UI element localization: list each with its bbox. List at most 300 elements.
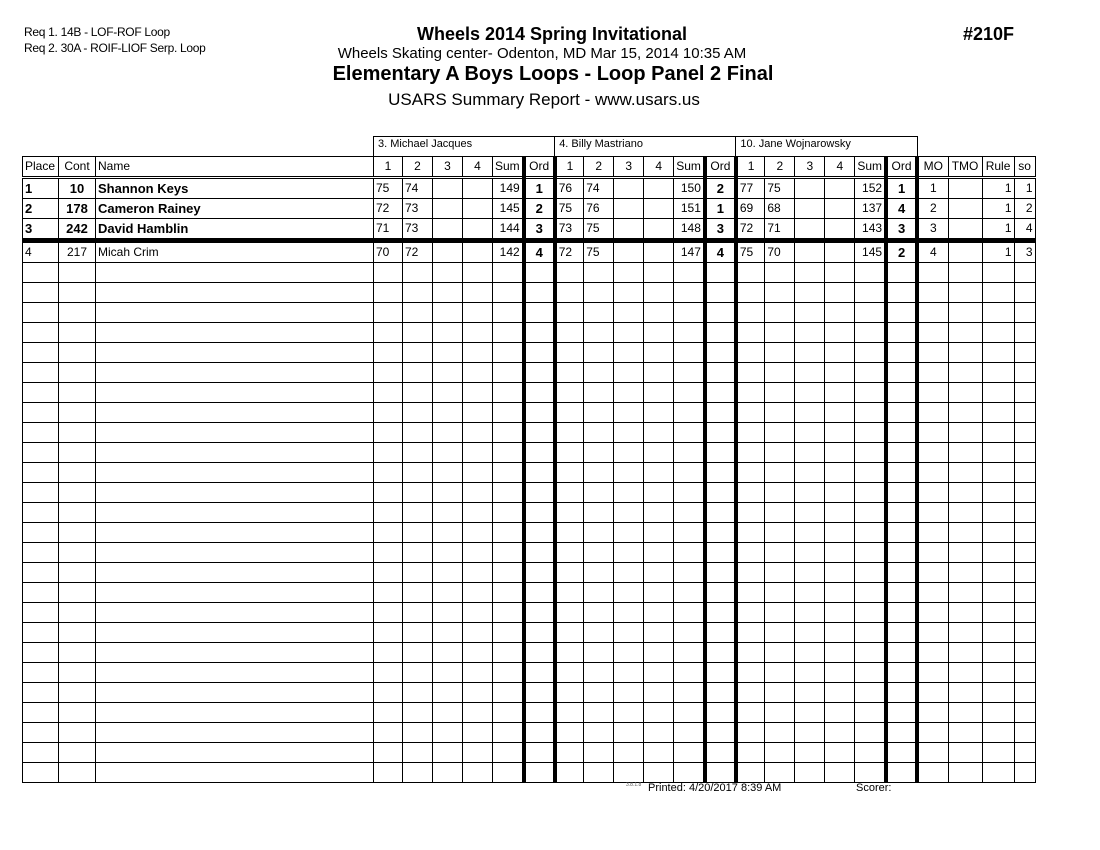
empty-cell — [614, 523, 644, 543]
empty-cell — [736, 563, 765, 583]
empty-cell — [982, 543, 1014, 563]
empty-cell — [855, 283, 886, 303]
sum-cell: 145 — [493, 199, 524, 219]
score-cell: 70 — [374, 241, 403, 263]
empty-cell — [463, 423, 493, 443]
empty-cell — [584, 343, 614, 363]
empty-cell — [614, 363, 644, 383]
empty-cell — [1014, 603, 1035, 623]
empty-cell — [403, 623, 433, 643]
empty-cell — [886, 283, 917, 303]
empty-cell — [584, 263, 614, 283]
empty-row — [23, 523, 1036, 543]
score-cell: 75 — [765, 178, 795, 199]
col-judge3-j4: 4 — [825, 157, 855, 178]
empty-cell — [463, 363, 493, 383]
empty-cell — [705, 263, 736, 283]
empty-cell — [765, 443, 795, 463]
empty-cell — [1014, 663, 1035, 683]
empty-cell — [59, 623, 96, 643]
empty-cell — [584, 603, 614, 623]
results-table — [22, 136, 1036, 783]
empty-cell — [555, 543, 584, 563]
empty-cell — [674, 463, 705, 483]
empty-cell — [825, 703, 855, 723]
empty-cell — [674, 703, 705, 723]
empty-cell — [59, 423, 96, 443]
empty-cell — [855, 523, 886, 543]
empty-cell — [493, 523, 524, 543]
col-judge3-j1: 1 — [736, 157, 765, 178]
empty-cell — [59, 523, 96, 543]
empty-cell — [614, 643, 644, 663]
empty-cell — [584, 723, 614, 743]
sum-cell: 151 — [674, 199, 705, 219]
empty-cell — [403, 663, 433, 683]
empty-cell — [765, 463, 795, 483]
empty-cell — [374, 283, 403, 303]
empty-cell — [1014, 443, 1035, 463]
empty-cell — [886, 743, 917, 763]
empty-cell — [917, 483, 948, 503]
col-judge2-j3: 3 — [614, 157, 644, 178]
empty-cell — [433, 423, 463, 443]
empty-cell — [644, 523, 674, 543]
empty-cell — [1014, 723, 1035, 743]
empty-cell — [463, 303, 493, 323]
judge-1-label: 3. Michael Jacques — [374, 137, 555, 157]
empty-cell — [433, 363, 463, 383]
empty-cell — [674, 503, 705, 523]
empty-cell — [917, 563, 948, 583]
empty-cell — [825, 663, 855, 683]
empty-cell — [96, 323, 374, 343]
empty-cell — [433, 503, 463, 523]
empty-cell — [96, 343, 374, 363]
empty-cell — [674, 663, 705, 683]
empty-cell — [982, 523, 1014, 543]
empty-cell — [674, 483, 705, 503]
empty-cell — [674, 543, 705, 563]
skater-name-cell: Cameron Rainey — [96, 199, 374, 219]
empty-cell — [765, 503, 795, 523]
table-row — [23, 199, 1036, 219]
empty-cell — [1014, 423, 1035, 443]
empty-cell — [948, 303, 982, 323]
empty-cell — [765, 363, 795, 383]
score-cell: 75 — [736, 241, 765, 263]
empty-row — [23, 683, 1036, 703]
empty-cell — [765, 763, 795, 783]
empty-cell — [96, 383, 374, 403]
empty-cell — [982, 423, 1014, 443]
empty-cell — [886, 703, 917, 723]
empty-cell — [374, 603, 403, 623]
empty-cell — [493, 463, 524, 483]
empty-cell — [1014, 263, 1035, 283]
empty-cell — [855, 263, 886, 283]
empty-cell — [765, 563, 795, 583]
score-cell — [644, 199, 674, 219]
empty-cell — [524, 303, 555, 323]
empty-cell — [917, 403, 948, 423]
empty-row — [23, 543, 1036, 563]
empty-cell — [614, 383, 644, 403]
ordinal-cell: 4 — [886, 199, 917, 219]
score-cell — [825, 199, 855, 219]
col-judge3-sum: Sum — [855, 157, 886, 178]
empty-row — [23, 383, 1036, 403]
skater-name-cell: Shannon Keys — [96, 178, 374, 199]
empty-cell — [59, 683, 96, 703]
mo-cell: 2 — [917, 199, 948, 219]
empty-cell — [493, 683, 524, 703]
empty-cell — [374, 383, 403, 403]
empty-cell — [59, 703, 96, 723]
empty-cell — [403, 423, 433, 443]
empty-cell — [524, 683, 555, 703]
empty-cell — [59, 663, 96, 683]
empty-cell — [23, 423, 59, 443]
empty-cell — [886, 503, 917, 523]
empty-cell — [374, 643, 403, 663]
empty-cell — [403, 463, 433, 483]
empty-cell — [917, 723, 948, 743]
empty-cell — [674, 363, 705, 383]
empty-cell — [433, 623, 463, 643]
empty-cell — [555, 683, 584, 703]
empty-cell — [524, 463, 555, 483]
score-cell: 68 — [765, 199, 795, 219]
score-cell — [795, 199, 825, 219]
empty-cell — [765, 323, 795, 343]
empty-cell — [795, 323, 825, 343]
ordinal-cell: 1 — [705, 199, 736, 219]
column-header-row — [23, 157, 1036, 178]
empty-cell — [765, 743, 795, 763]
empty-cell — [644, 583, 674, 603]
empty-cell — [825, 303, 855, 323]
empty-cell — [644, 743, 674, 763]
empty-cell — [982, 483, 1014, 503]
empty-cell — [59, 443, 96, 463]
empty-cell — [524, 403, 555, 423]
empty-cell — [705, 403, 736, 423]
empty-cell — [736, 303, 765, 323]
empty-cell — [917, 523, 948, 543]
empty-cell — [795, 443, 825, 463]
empty-cell — [795, 383, 825, 403]
empty-cell — [644, 383, 674, 403]
empty-cell — [795, 523, 825, 543]
empty-cell — [674, 623, 705, 643]
empty-cell — [948, 263, 982, 283]
empty-cell — [825, 283, 855, 303]
empty-row — [23, 763, 1036, 783]
empty-row — [23, 403, 1036, 423]
empty-cell — [524, 523, 555, 543]
col-name: Name — [96, 157, 374, 178]
empty-cell — [886, 623, 917, 643]
empty-row — [23, 263, 1036, 283]
empty-cell — [59, 323, 96, 343]
so-cell: 4 — [1014, 219, 1035, 241]
empty-cell — [524, 603, 555, 623]
rule-cell: 1 — [982, 219, 1014, 241]
empty-cell — [433, 603, 463, 623]
empty-cell — [825, 403, 855, 423]
empty-cell — [948, 703, 982, 723]
empty-cell — [584, 743, 614, 763]
empty-cell — [765, 423, 795, 443]
empty-cell — [614, 663, 644, 683]
empty-cell — [463, 343, 493, 363]
empty-cell — [23, 383, 59, 403]
empty-cell — [917, 423, 948, 443]
empty-cell — [524, 723, 555, 743]
empty-cell — [524, 383, 555, 403]
empty-cell — [584, 683, 614, 703]
empty-cell — [96, 743, 374, 763]
empty-cell — [96, 443, 374, 463]
empty-cell — [584, 323, 614, 343]
empty-cell — [59, 503, 96, 523]
score-cell: 77 — [736, 178, 765, 199]
empty-cell — [493, 643, 524, 663]
empty-cell — [825, 363, 855, 383]
empty-cell — [614, 323, 644, 343]
empty-cell — [982, 503, 1014, 523]
empty-cell — [433, 643, 463, 663]
empty-cell — [614, 403, 644, 423]
empty-row — [23, 563, 1036, 583]
empty-cell — [948, 283, 982, 303]
empty-cell — [917, 643, 948, 663]
empty-cell — [644, 503, 674, 523]
ordinal-cell: 4 — [705, 241, 736, 263]
empty-cell — [855, 383, 886, 403]
empty-cell — [463, 663, 493, 683]
empty-cell — [736, 543, 765, 563]
empty-row — [23, 583, 1036, 603]
empty-cell — [982, 663, 1014, 683]
table-row — [23, 219, 1036, 241]
score-cell — [433, 199, 463, 219]
empty-cell — [584, 363, 614, 383]
empty-row — [23, 723, 1036, 743]
score-cell: 76 — [555, 178, 584, 199]
score-cell — [463, 199, 493, 219]
empty-cell — [1014, 303, 1035, 323]
empty-cell — [96, 543, 374, 563]
empty-cell — [917, 303, 948, 323]
empty-cell — [555, 283, 584, 303]
empty-row — [23, 443, 1036, 463]
empty-cell — [614, 303, 644, 323]
col-judge1-j1: 1 — [374, 157, 403, 178]
empty-cell — [982, 603, 1014, 623]
empty-cell — [795, 403, 825, 423]
empty-cell — [96, 263, 374, 283]
empty-cell — [59, 543, 96, 563]
empty-cell — [855, 543, 886, 563]
empty-cell — [374, 463, 403, 483]
empty-cell — [493, 383, 524, 403]
empty-cell — [765, 543, 795, 563]
empty-cell — [917, 683, 948, 703]
empty-cell — [886, 523, 917, 543]
skater-name-cell: Micah Crim — [96, 241, 374, 263]
empty-cell — [433, 523, 463, 543]
empty-cell — [855, 763, 886, 783]
empty-cell — [614, 563, 644, 583]
empty-cell — [403, 563, 433, 583]
empty-cell — [886, 323, 917, 343]
empty-cell — [825, 503, 855, 523]
empty-cell — [1014, 643, 1035, 663]
empty-cell — [403, 723, 433, 743]
empty-cell — [493, 303, 524, 323]
empty-cell — [584, 463, 614, 483]
score-cell: 73 — [555, 219, 584, 241]
empty-cell — [463, 403, 493, 423]
empty-cell — [736, 323, 765, 343]
empty-cell — [886, 403, 917, 423]
empty-cell — [765, 343, 795, 363]
empty-cell — [765, 603, 795, 623]
empty-cell — [96, 403, 374, 423]
empty-cell — [795, 603, 825, 623]
empty-cell — [886, 443, 917, 463]
tmo-cell — [948, 241, 982, 263]
empty-cell — [524, 323, 555, 343]
empty-row — [23, 363, 1036, 383]
empty-cell — [825, 423, 855, 443]
score-cell: 71 — [765, 219, 795, 241]
empty-cell — [982, 683, 1014, 703]
empty-cell — [584, 443, 614, 463]
empty-cell — [886, 363, 917, 383]
empty-cell — [917, 603, 948, 623]
score-cell: 69 — [736, 199, 765, 219]
judge-3-label: 10. Jane Wojnarowsky — [736, 137, 917, 157]
empty-cell — [948, 543, 982, 563]
score-cell — [463, 241, 493, 263]
empty-cell — [463, 523, 493, 543]
tmo-cell — [948, 178, 982, 199]
empty-cell — [584, 543, 614, 563]
empty-cell — [855, 403, 886, 423]
empty-cell — [765, 723, 795, 743]
empty-cell — [23, 583, 59, 603]
empty-cell — [765, 623, 795, 643]
empty-cell — [948, 723, 982, 743]
empty-cell — [917, 363, 948, 383]
empty-cell — [705, 683, 736, 703]
empty-cell — [795, 463, 825, 483]
empty-cell — [524, 583, 555, 603]
empty-cell — [59, 743, 96, 763]
place-cell: 1 — [23, 178, 59, 199]
empty-cell — [433, 583, 463, 603]
empty-cell — [825, 443, 855, 463]
empty-cell — [886, 423, 917, 443]
score-cell — [614, 241, 644, 263]
venue-line: Wheels Skating center- Odenton, MD Mar 15, 2014 10:35 AM — [337, 45, 747, 62]
empty-cell — [493, 423, 524, 443]
empty-cell — [982, 723, 1014, 743]
judge-2-label: 4. Billy Mastriano — [555, 137, 736, 157]
empty-cell — [1014, 363, 1035, 383]
empty-cell — [736, 683, 765, 703]
empty-cell — [463, 743, 493, 763]
ordinal-cell: 4 — [524, 241, 555, 263]
empty-cell — [374, 363, 403, 383]
empty-cell — [59, 383, 96, 403]
empty-cell — [59, 723, 96, 743]
table-row — [23, 178, 1036, 199]
empty-cell — [674, 423, 705, 443]
empty-row — [23, 483, 1036, 503]
empty-cell — [374, 343, 403, 363]
report-title: USARS Summary Report - www.usars.us — [388, 90, 700, 109]
empty-cell — [614, 483, 644, 503]
empty-cell — [948, 503, 982, 523]
empty-row — [23, 643, 1036, 663]
empty-cell — [59, 643, 96, 663]
score-cell — [644, 219, 674, 241]
empty-row — [23, 743, 1036, 763]
empty-cell — [736, 763, 765, 783]
empty-cell — [765, 403, 795, 423]
empty-cell — [917, 623, 948, 643]
empty-cell — [765, 263, 795, 283]
empty-cell — [1014, 683, 1035, 703]
empty-cell — [674, 263, 705, 283]
empty-cell — [614, 723, 644, 743]
empty-cell — [493, 503, 524, 523]
empty-cell — [614, 603, 644, 623]
empty-cell — [674, 403, 705, 423]
empty-cell — [614, 763, 644, 783]
empty-cell — [23, 723, 59, 743]
empty-cell — [463, 723, 493, 743]
empty-cell — [825, 263, 855, 283]
empty-cell — [96, 723, 374, 743]
empty-cell — [614, 743, 644, 763]
col-judge1-j4: 4 — [463, 157, 493, 178]
col-so: so — [1014, 157, 1035, 178]
empty-cell — [855, 723, 886, 743]
score-cell: 75 — [374, 178, 403, 199]
empty-cell — [403, 583, 433, 603]
empty-cell — [982, 323, 1014, 343]
cont-cell: 178 — [59, 199, 96, 219]
empty-cell — [374, 743, 403, 763]
empty-cell — [917, 443, 948, 463]
empty-cell — [795, 283, 825, 303]
col-tmo: TMO — [948, 157, 982, 178]
empty-cell — [705, 363, 736, 383]
col-judge2-ord: Ord — [705, 157, 736, 178]
empty-cell — [674, 383, 705, 403]
empty-row — [23, 663, 1036, 683]
empty-cell — [555, 303, 584, 323]
empty-cell — [463, 543, 493, 563]
empty-cell — [374, 703, 403, 723]
empty-cell — [1014, 763, 1035, 783]
empty-cell — [59, 263, 96, 283]
